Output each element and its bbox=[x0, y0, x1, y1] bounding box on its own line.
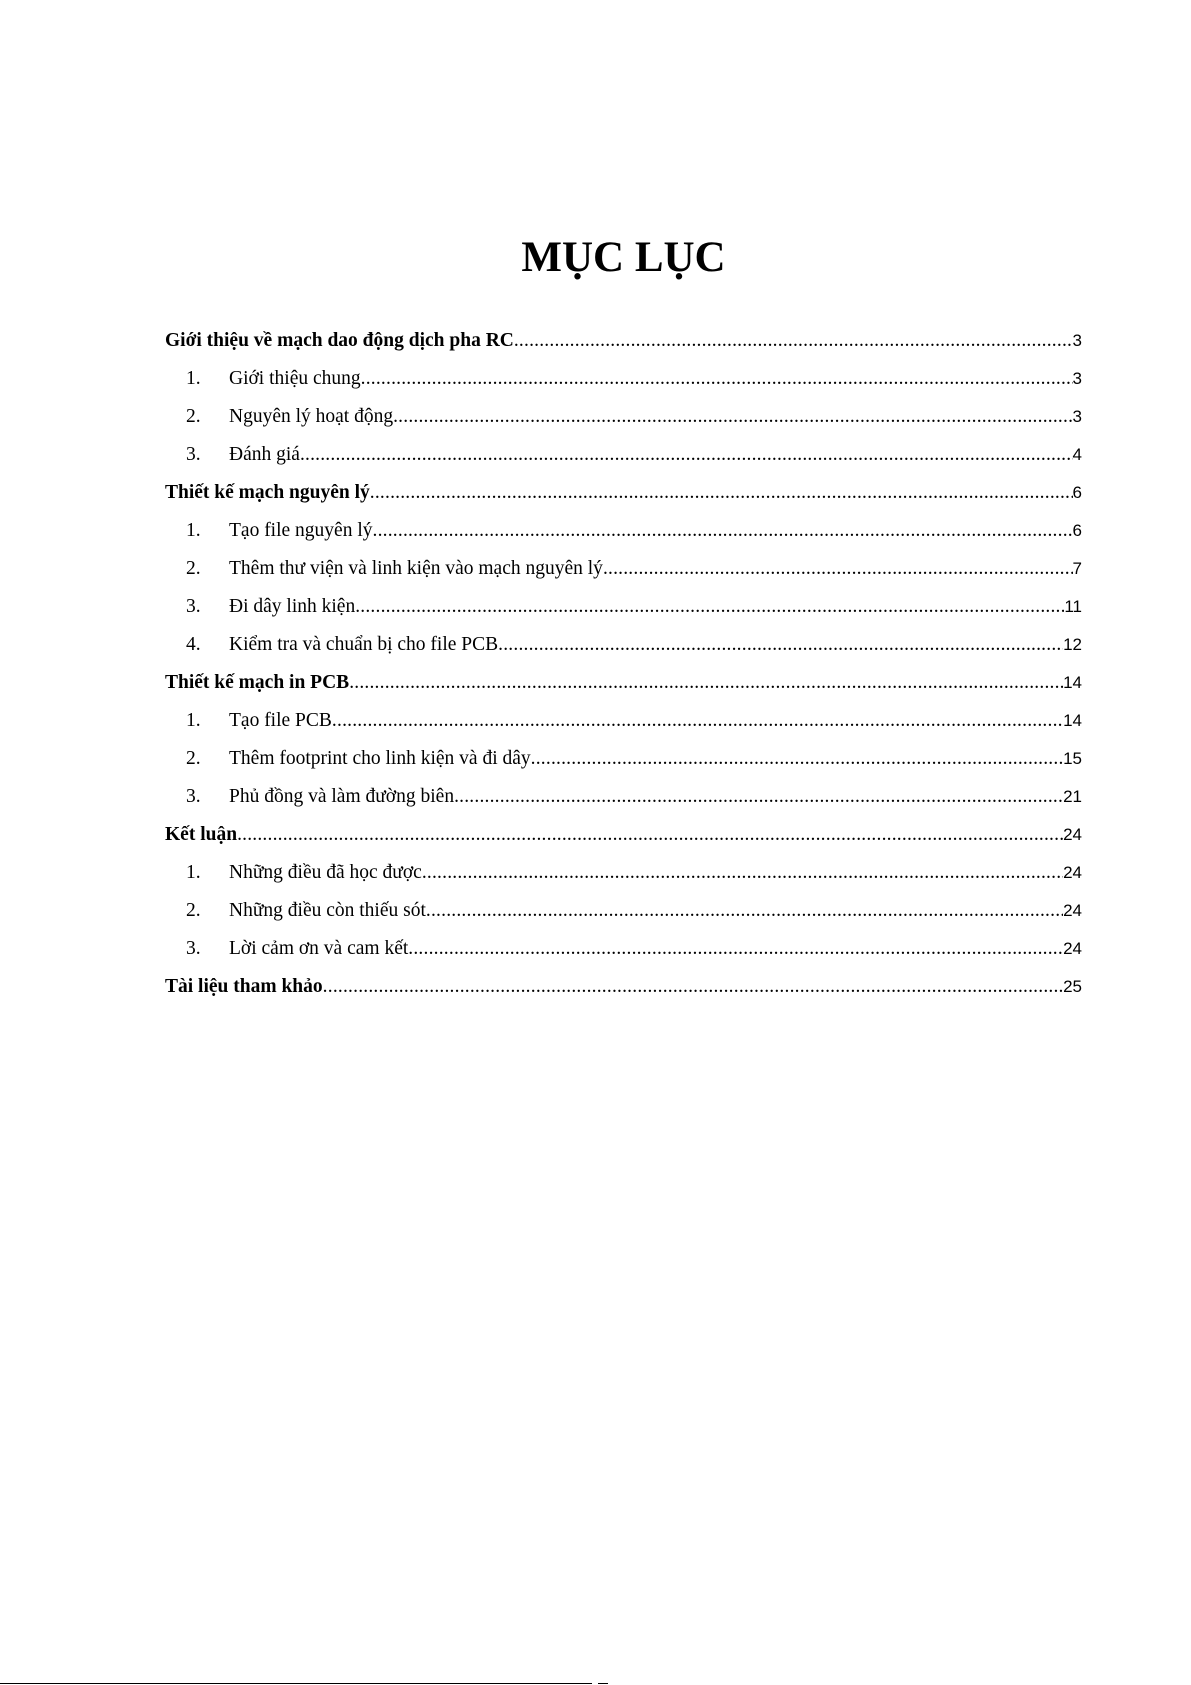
toc-dot-leader bbox=[332, 702, 1063, 740]
toc-entry-page-number: 3 bbox=[1072, 331, 1082, 350]
toc-subsection-entry[interactable] bbox=[165, 626, 1082, 664]
toc-entry-number: 1. bbox=[186, 520, 201, 541]
toc-entry-label: Kết luận bbox=[165, 824, 238, 845]
toc-entry-label: Nguyên lý hoạt động bbox=[229, 406, 394, 427]
toc-dot-leader bbox=[422, 854, 1063, 892]
toc-dot-leader bbox=[454, 778, 1063, 816]
toc-section-entry[interactable] bbox=[165, 322, 1082, 360]
toc-entry-label: Đánh giá bbox=[229, 444, 300, 465]
toc-entry-number: 3. bbox=[186, 938, 201, 959]
toc-subsection-entry[interactable] bbox=[165, 702, 1082, 740]
toc-dot-leader bbox=[361, 360, 1073, 398]
toc-entry-number: 2. bbox=[186, 900, 201, 921]
toc-entry-number: 1. bbox=[186, 862, 201, 883]
toc-entry-page-number: 7 bbox=[1072, 559, 1082, 578]
toc-dot-leader bbox=[426, 892, 1063, 930]
toc-entry-page-number: 14 bbox=[1063, 673, 1082, 692]
toc-entry-number: 2. bbox=[186, 558, 201, 579]
toc-subsection-entry[interactable] bbox=[165, 436, 1082, 474]
toc-section-entry[interactable] bbox=[165, 474, 1082, 512]
toc-entry-page-number: 21 bbox=[1063, 787, 1082, 806]
table-of-contents bbox=[165, 322, 1082, 1006]
page-title: MỤC LỤC bbox=[521, 234, 726, 281]
toc-entry-number: 4. bbox=[186, 634, 201, 655]
toc-section-entry[interactable] bbox=[165, 968, 1082, 1006]
toc-subsection-entry[interactable] bbox=[165, 892, 1082, 930]
toc-entry-page-number: 25 bbox=[1063, 977, 1082, 996]
toc-subsection-entry[interactable] bbox=[165, 398, 1082, 436]
toc-entry-label: Phủ đồng và làm đường biên bbox=[229, 786, 455, 807]
toc-dot-leader bbox=[498, 626, 1063, 664]
toc-entry-number: 2. bbox=[186, 748, 201, 769]
toc-subsection-entry[interactable] bbox=[165, 930, 1082, 968]
toc-section-entry[interactable] bbox=[165, 664, 1082, 702]
toc-dot-leader bbox=[237, 816, 1063, 854]
toc-entry-page-number: 24 bbox=[1063, 825, 1082, 844]
toc-entry-label: Giới thiệu chung bbox=[229, 368, 361, 389]
toc-subsection-entry[interactable] bbox=[165, 588, 1082, 626]
toc-entry-label: Thêm thư viện và linh kiện vào mạch nguyên lý bbox=[229, 558, 603, 579]
toc-subsection-entry[interactable] bbox=[165, 550, 1082, 588]
toc-entry-number: 3. bbox=[186, 444, 201, 465]
toc-entry-number: 3. bbox=[186, 596, 201, 617]
toc-entry-page-number: 3 bbox=[1072, 369, 1082, 388]
toc-entry-label: Thiết kế mạch in PCB bbox=[165, 672, 350, 693]
toc-dot-leader bbox=[355, 588, 1064, 626]
toc-dot-leader bbox=[300, 436, 1073, 474]
toc-dot-leader bbox=[323, 968, 1063, 1006]
toc-entry-page-number: 4 bbox=[1072, 445, 1082, 464]
toc-dot-leader bbox=[514, 322, 1073, 360]
toc-subsection-entry[interactable] bbox=[165, 512, 1082, 550]
toc-entry-label: Kiểm tra và chuẩn bị cho file PCB bbox=[229, 634, 499, 655]
toc-subsection-entry[interactable] bbox=[165, 778, 1082, 816]
toc-dot-leader bbox=[531, 740, 1063, 778]
toc-entry-number: 2. bbox=[186, 406, 201, 427]
toc-entry-page-number: 6 bbox=[1072, 483, 1082, 502]
toc-entry-label: Thêm footprint cho linh kiện và đi dây bbox=[229, 748, 531, 769]
toc-entry-label: Tạo file PCB bbox=[229, 710, 332, 731]
toc-dot-leader bbox=[393, 398, 1072, 436]
toc-dot-leader bbox=[603, 550, 1073, 588]
toc-entry-page-number: 12 bbox=[1063, 635, 1082, 654]
toc-dot-leader bbox=[349, 664, 1063, 702]
toc-dot-leader bbox=[370, 474, 1073, 512]
toc-entry-page-number: 14 bbox=[1063, 711, 1082, 730]
toc-entry-label: Tạo file nguyên lý bbox=[229, 520, 373, 541]
toc-subsection-entry[interactable] bbox=[165, 854, 1082, 892]
toc-entry-label: Thiết kế mạch nguyên lý bbox=[165, 482, 370, 503]
toc-subsection-entry[interactable] bbox=[165, 740, 1082, 778]
toc-entry-page-number: 15 bbox=[1063, 749, 1082, 768]
toc-entry-number: 1. bbox=[186, 710, 201, 731]
toc-subsection-entry[interactable] bbox=[165, 360, 1082, 398]
toc-entry-page-number: 24 bbox=[1063, 901, 1082, 920]
toc-entry-page-number: 24 bbox=[1063, 863, 1082, 882]
toc-entry-page-number: 24 bbox=[1063, 939, 1082, 958]
toc-section-entry[interactable] bbox=[165, 816, 1082, 854]
toc-entry-number: 1. bbox=[186, 368, 201, 389]
toc-entry-label: Tài liệu tham khảo bbox=[165, 976, 323, 997]
toc-entry-number: 3. bbox=[186, 786, 201, 807]
toc-entry-label: Lời cảm ơn và cam kết bbox=[229, 938, 409, 959]
toc-entry-label: Giới thiệu về mạch dao động dịch pha RC bbox=[165, 330, 514, 351]
footer-rule-tick bbox=[598, 1683, 608, 1684]
toc-entry-page-number: 11 bbox=[1064, 597, 1082, 616]
toc-entry-page-number: 6 bbox=[1072, 521, 1082, 540]
toc-entry-label: Đi dây linh kiện bbox=[229, 596, 356, 617]
toc-entry-label: Những điều đã học được bbox=[229, 862, 422, 883]
footer-rule bbox=[0, 1683, 592, 1684]
toc-dot-leader bbox=[373, 512, 1073, 550]
toc-entry-label: Những điều còn thiếu sót bbox=[229, 900, 426, 921]
toc-dot-leader bbox=[408, 930, 1063, 968]
toc-entry-page-number: 3 bbox=[1072, 407, 1082, 426]
